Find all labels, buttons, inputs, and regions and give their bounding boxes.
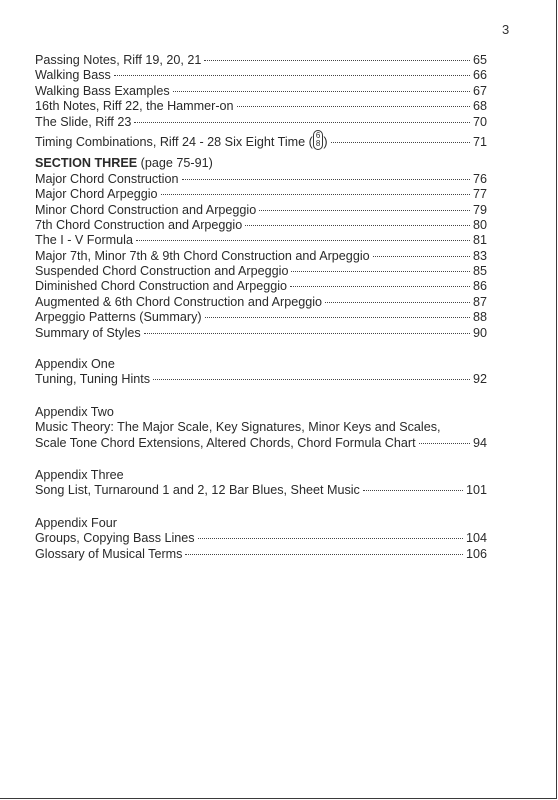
entry-page: 76 — [472, 171, 487, 186]
toc-entry — [35, 326, 487, 341]
dot-leader — [331, 142, 470, 143]
toc-entry — [35, 172, 487, 187]
dot-leader — [204, 60, 470, 61]
toc-entry — [35, 187, 487, 202]
entry-page: 81 — [472, 233, 487, 248]
toc-entry — [35, 249, 487, 264]
toc-entry — [35, 264, 487, 279]
entry-page: 68 — [472, 99, 487, 114]
dot-leader — [419, 443, 470, 444]
entry-page: 80 — [472, 217, 487, 232]
toc-entry — [35, 84, 487, 99]
entry-title: Walking Bass — [35, 68, 111, 83]
toc-entry — [35, 310, 487, 325]
entry-title: Summary of Styles — [35, 325, 141, 340]
entry-title: The Slide, Riff 23 — [35, 114, 132, 129]
section-heading-bold: SECTION THREE — [35, 156, 138, 171]
dot-leader — [173, 91, 470, 92]
entry-page: 65 — [472, 53, 487, 67]
dot-leader — [237, 106, 470, 107]
entry-title: Suspended Chord Construction and Arpeggio — [35, 264, 289, 279]
section-heading-range: (page 75-91) — [137, 156, 213, 171]
entry-title: Scale Tone Chord Extensions, Altered Chords, Chord Formula Chart — [35, 435, 416, 450]
page-number: 3 — [502, 22, 510, 37]
entry-title: Diminished Chord Construction and Arpeggio — [35, 279, 288, 294]
time-signature-symbol — [313, 130, 323, 150]
toc-top-group — [35, 53, 487, 149]
toc-entry — [35, 233, 487, 248]
entry-page: 90 — [472, 325, 487, 340]
entry-title: Walking Bass Examples — [35, 83, 170, 98]
toc-entry — [35, 436, 487, 451]
entry-page: 67 — [472, 83, 487, 98]
dot-leader — [182, 179, 470, 180]
toc-entry — [35, 99, 487, 114]
dot-leader — [245, 225, 470, 226]
entry-page: 77 — [472, 187, 487, 202]
toc-entry — [35, 483, 487, 498]
toc-entry — [35, 279, 487, 294]
appendix-two-line: Music Theory: The Major Scale, Key Signatures, Minor Keys and Scales, — [35, 420, 441, 435]
toc-entry — [35, 218, 487, 233]
entry-page: 85 — [472, 264, 487, 279]
entry-page: 88 — [472, 310, 487, 325]
dot-leader — [185, 554, 463, 555]
entry-title: Arpeggio Patterns (Summary) — [35, 310, 202, 325]
entry-page: 92 — [472, 372, 487, 387]
entry-title — [35, 130, 328, 150]
entry-title: Major Chord Arpeggio — [35, 187, 158, 202]
entry-title: Minor Chord Construction and Arpeggio — [35, 202, 257, 217]
dot-leader — [290, 286, 470, 287]
toc-entry — [35, 53, 487, 68]
dot-leader — [291, 271, 470, 272]
toc-entry — [35, 372, 487, 387]
dot-leader — [373, 256, 470, 257]
entry-page: 70 — [472, 114, 487, 129]
entry-page: 79 — [472, 202, 487, 217]
toc-entry — [35, 115, 487, 130]
entry-title-end: ) — [323, 134, 328, 149]
toc-entry — [35, 531, 487, 546]
entry-title: 16th Notes, Riff 22, the Hammer-on — [35, 99, 234, 114]
entry-page: 83 — [472, 248, 487, 263]
toc-entry — [35, 68, 487, 83]
entry-page: 94 — [472, 435, 487, 450]
entry-title: Tuning, Tuning Hints — [35, 372, 151, 387]
entry-page: 104 — [465, 531, 487, 546]
dot-leader — [161, 194, 470, 195]
appendix-two-label: Appendix Two — [35, 404, 114, 419]
appendix-four-label: Appendix Four — [35, 515, 117, 530]
table-of-contents — [35, 53, 487, 562]
entry-title-text: Timing Combinations, Riff 24 - 28 Six Eight Time ( — [35, 134, 313, 149]
entry-page: 87 — [472, 294, 487, 309]
entry-title: Augmented & 6th Chord Construction and Arpeggio — [35, 294, 323, 309]
frac-bottom: 8 — [315, 138, 321, 148]
entry-page: 71 — [472, 134, 487, 149]
dot-leader — [259, 210, 470, 211]
toc-entry — [35, 547, 487, 562]
entry-title: Groups, Copying Bass Lines — [35, 531, 195, 546]
dot-leader — [144, 333, 470, 334]
dot-leader — [363, 490, 463, 491]
entry-page: 101 — [465, 483, 487, 498]
entry-page: 106 — [465, 546, 487, 561]
section-three-heading — [35, 156, 487, 171]
entry-title: 7th Chord Construction and Arpeggio — [35, 217, 243, 232]
dot-leader — [198, 538, 463, 539]
toc-entry — [35, 295, 487, 310]
dot-leader — [325, 302, 470, 303]
entry-title: Glossary of Musical Terms — [35, 546, 183, 561]
entry-title: Major 7th, Minor 7th & 9th Chord Construction and Arpeggio — [35, 248, 370, 263]
entry-title: Passing Notes, Riff 19, 20, 21 — [35, 53, 202, 67]
dot-leader — [205, 317, 470, 318]
dot-leader — [153, 379, 470, 380]
entry-page: 66 — [472, 68, 487, 83]
entry-title: Major Chord Construction — [35, 171, 179, 186]
dot-leader — [134, 122, 470, 123]
toc-entry — [35, 203, 487, 218]
entry-title: The I - V Formula — [35, 233, 133, 248]
entry-page: 86 — [472, 279, 487, 294]
entry-title: Song List, Turnaround 1 and 2, 12 Bar Blues, Sheet Music — [35, 483, 360, 498]
frac-top: 6 — [315, 130, 321, 140]
dot-leader — [136, 240, 470, 241]
dot-leader — [114, 75, 470, 76]
toc-entry — [35, 130, 487, 149]
appendix-three-label: Appendix Three — [35, 467, 124, 482]
appendix-one-label: Appendix One — [35, 357, 115, 372]
section-three-entries — [35, 172, 487, 341]
